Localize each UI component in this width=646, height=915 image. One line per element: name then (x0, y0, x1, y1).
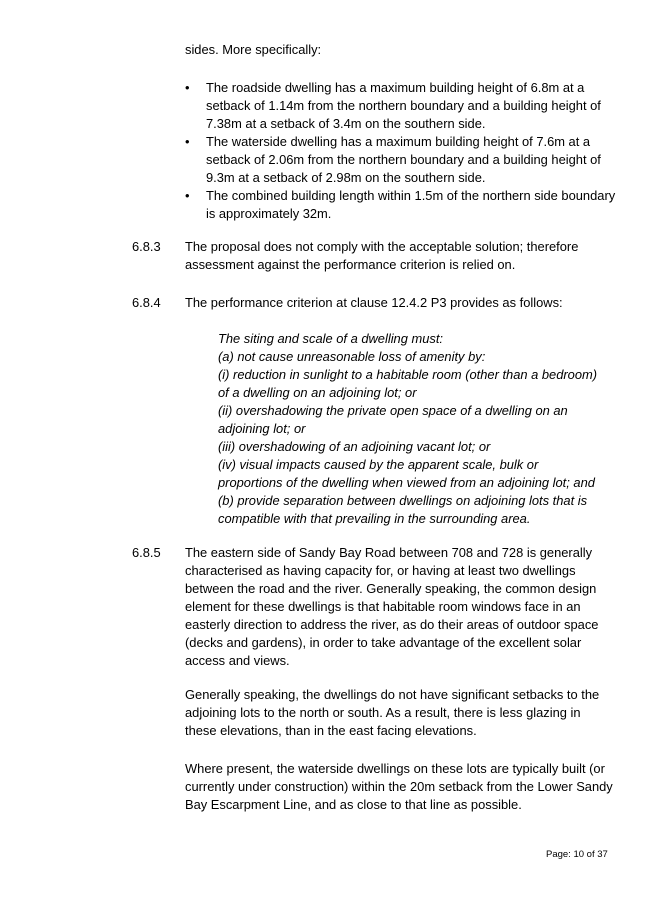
performance-criterion-quote (218, 330, 613, 528)
quote-line: The siting and scale of a dwelling must: (218, 331, 443, 346)
section-number-6-8-4: 6.8.4 (132, 295, 161, 310)
quote-line: (b) provide separation between dwellings on adjoining lots that is (218, 493, 588, 508)
intro-text: sides. More specifically: (185, 42, 322, 57)
bullet-text: The roadside dwelling has a maximum building height of 6.8m at a setback of 1.14m from the northern boundary and a building height of 7.38m at a setback of 3.4m on the southern side. (206, 80, 601, 131)
list-item (185, 133, 625, 187)
section-paragraph: The eastern side of Sandy Bay Road between 708 and 728 is generally characterised as having capacity for, or having at least two dwellings between the road and the river. Generally speaking, the common design element for these dwellings is that habitable room windows face in an easterly direction to address the river, as do their areas of outdoor space (decks and gardens), in order to take advantage of the excellent solar access and views. (185, 545, 599, 668)
quote-line: (iii) overshadowing of an adjoining vacant lot; or (218, 439, 491, 454)
bullet-icon: • (185, 188, 190, 203)
quote-line: proportions of the dwelling when viewed from an adjoining lot; and (218, 475, 595, 490)
quote-line: of a dwelling on an adjoining lot; or (218, 385, 417, 400)
list-item (185, 187, 625, 223)
quote-line: (ii) overshadowing the private open space of a dwelling on an (218, 403, 568, 418)
section-paragraph: Where present, the waterside dwellings on these lots are typically built (or currently under construction) within the 20m setback from the Lower Sandy Bay Escarpment Line, and as close to that line as possible. (185, 761, 613, 812)
list-item (185, 79, 625, 133)
bullet-icon: • (185, 80, 190, 95)
section-number-6-8-3: 6.8.3 (132, 239, 161, 254)
quote-line: adjoining lot; or (218, 421, 306, 436)
quote-line: (a) not cause unreasonable loss of amenity by: (218, 349, 486, 364)
setback-bullet-list (185, 79, 625, 223)
section-text-6-8-4: The performance criterion at clause 12.4.2 P3 provides as follows: (185, 295, 563, 310)
quote-line: compatible with that prevailing in the surrounding area. (218, 511, 531, 526)
section-text-6-8-3: The proposal does not comply with the acceptable solution; therefore assessment against the performance criterion is relied on. (185, 239, 579, 272)
quote-line: (iv) visual impacts caused by the apparent scale, bulk or (218, 457, 539, 472)
quote-line: (i) reduction in sunlight to a habitable room (other than a bedroom) (218, 367, 598, 382)
bullet-text: The waterside dwelling has a maximum building height of 7.6m at a setback of 2.06m from the northern boundary and a building height of 9.3m at a setback of 2.98m on the southern side. (206, 134, 601, 185)
bullet-icon: • (185, 134, 190, 149)
section-number-6-8-5: 6.8.5 (132, 545, 161, 560)
section-paragraph: Generally speaking, the dwellings do not have significant setbacks to the adjoining lots to the north or south. As a result, there is less glazing in these elevations, than in the east facing elevations. (185, 687, 600, 738)
page-number: Page: 10 of 37 (546, 849, 608, 860)
bullet-text: The combined building length within 1.5m of the northern side boundary is approximately 32m. (206, 188, 616, 221)
